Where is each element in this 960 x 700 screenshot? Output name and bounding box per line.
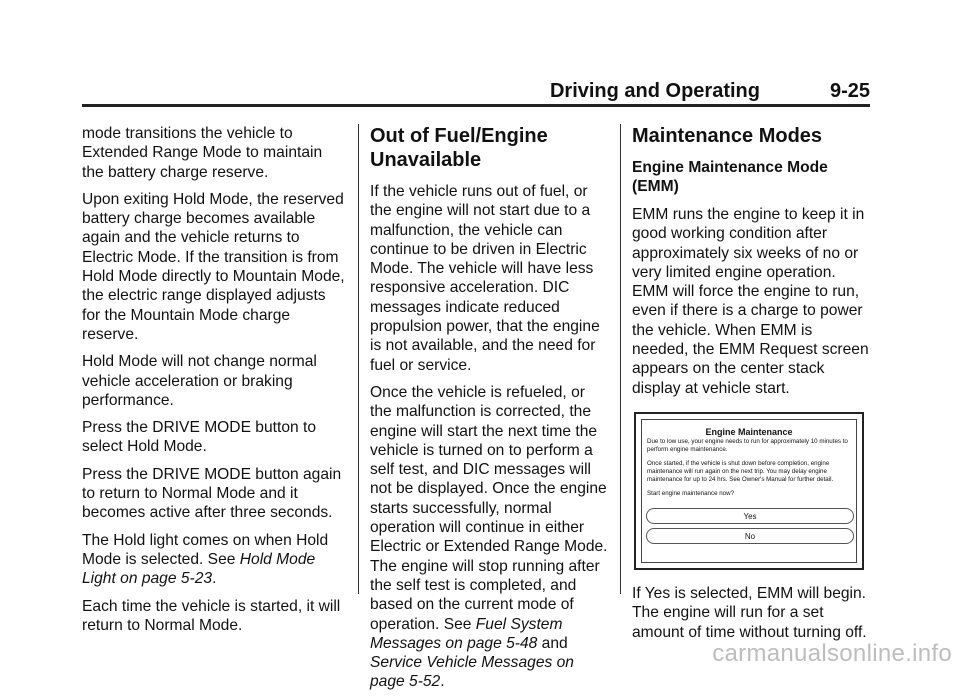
paragraph-text: The Hold light comes on when Hold Mode is selected. See <box>82 531 329 568</box>
screen-frame <box>641 419 857 563</box>
page-number: 9-25 <box>829 80 870 102</box>
screen-message: Once started, if the vehicle is shut down before completion, engine maintenance will run again on the next trip. You may delay engine maintenance for up to 24 hrs. See Owner's Manual for further detail. <box>647 459 834 483</box>
header-rule <box>82 104 870 107</box>
paragraph: If the vehicle runs out of fuel, or the engine will not start due to a malfunction, the vehicle can continue to be driven in Electric Mode. The vehicle will have less responsive acceleration. DIC messages indicate reduced propulsion power, that the engine is not available, and the need for fuel or service. <box>370 183 600 374</box>
paragraph: mode transitions the vehicle to Extended Range Mode to maintain the battery charge reserve. <box>82 125 323 181</box>
column-divider <box>358 124 359 594</box>
watermark: carmanualsonline.info <box>712 640 952 667</box>
section-heading: Maintenance Modes <box>632 125 823 147</box>
cross-reference-link[interactable]: Service Vehicle Messages on page 5-52 <box>370 654 574 691</box>
section-heading: Out of Fuel/Engine Unavailable <box>370 125 548 171</box>
cross-reference-link[interactable]: Fuel System Messages on page 5-48 <box>370 615 563 652</box>
cross-reference-link[interactable]: Hold Mode Light on page 5-23 <box>82 550 316 588</box>
column-divider <box>620 124 621 594</box>
paragraph: Press the DRIVE MODE button again to return to Normal Mode and it becomes active after three seconds. <box>82 465 342 522</box>
paragraph-text: . <box>440 673 445 691</box>
paragraph: EMM runs the engine to keep it in good working condition after approximately six weeks of no or very limited engine operation. EMM will force the engine to run, even if there is a charge to power the vehicle. When EMM is needed, the EMM Request screen appears on the center stack display at vehicle start. <box>632 206 869 397</box>
section-title: Driving and Operating <box>549 80 760 102</box>
column-3 <box>632 124 872 650</box>
emm-screen-illustration <box>634 412 864 570</box>
paragraph-text: . <box>212 570 217 588</box>
paragraph: Each time the vehicle is started, it will return to Normal Mode. <box>82 597 341 634</box>
no-button[interactable]: No <box>646 528 854 544</box>
subheading: Engine Maintenance Mode (EMM) <box>632 159 828 195</box>
paragraph <box>82 531 347 589</box>
yes-button[interactable]: Yes <box>646 508 854 524</box>
paragraph <box>370 383 610 692</box>
paragraph: Press the DRIVE MODE button to select Hold Mode. <box>82 419 316 456</box>
screen-message: Due to low use, your engine needs to run for approximately 10 minutes to perform engine maintenance. <box>647 437 848 453</box>
paragraph: If Yes is selected, EMM will begin. The engine will run for a set amount of time without turning off. <box>632 584 867 641</box>
paragraph: Upon exiting Hold Mode, the reserved battery charge becomes available again and the vehicle returns to Electric Mode. If the transition is from Hold Mode directly to Mountain Mode, the electric range displayed adjusts for the Mountain Mode charge reserve. <box>82 190 345 343</box>
column-2 <box>370 124 610 700</box>
paragraph-text: Once the vehicle is refueled, or the malfunction is corrected, the engine will start the next time the vehicle is turned on to perform a self test, and DIC messages will not be displayed. Once the engine starts successfully, normal operation will continue in either Electric or Extended Range Mode. The engine will stop running after the self test is completed, and based on the current mode of operation. See <box>370 383 608 633</box>
screen-prompt: Start engine maintenance now? <box>647 489 735 497</box>
page-header <box>82 78 870 106</box>
paragraph: Hold Mode will not change normal vehicle acceleration or braking performance. <box>82 353 317 409</box>
column-1 <box>82 124 347 643</box>
paragraph-text: and <box>537 634 568 652</box>
screen-title: Engine Maintenance <box>705 426 793 437</box>
